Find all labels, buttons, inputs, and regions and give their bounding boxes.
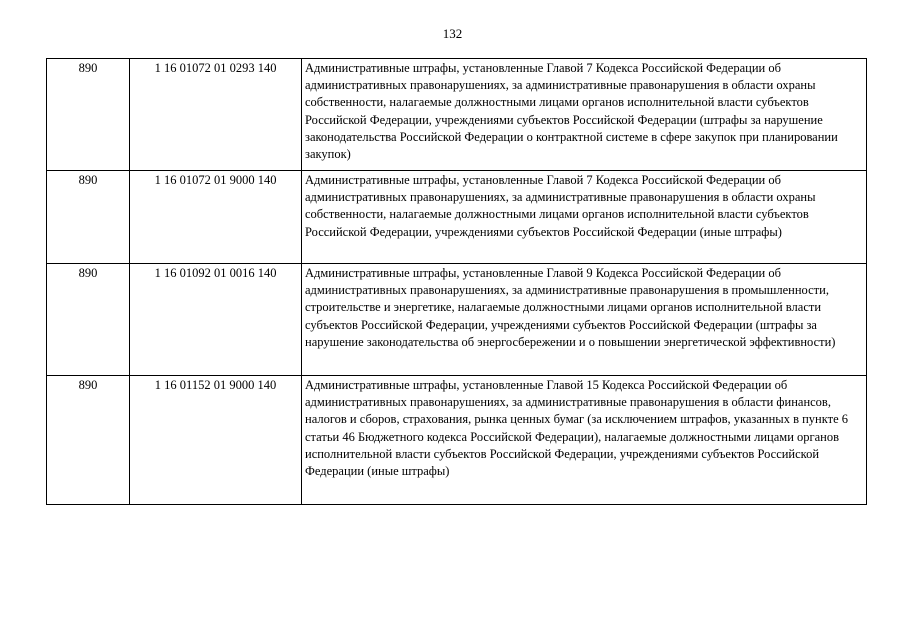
page-number: 132 [442, 26, 463, 41]
table-row [47, 59, 867, 171]
kbk-code-cell: 1 16 01152 01 9000 140 [130, 376, 302, 505]
description-cell: Административные штрафы, установленные Главой 7 Кодекса Российской Федерации об административных правонарушениях, за административные правонарушения в области охраны собственности, налагаемые должностными лицами органов исполнительной власти субъектов Российской Федерации, учреждениями субъектов Российской Федерации (штрафы за нарушение законодательства Российской Федерации о контрактной системе в сфере закупок при планировании закупок) [302, 59, 867, 171]
description-cell: Административные штрафы, установленные Главой 15 Кодекса Российской Федерации об административных правонарушениях, за административные правонарушения в области финансов, налогов и сборов, страхования, рынка ценных бумаг (за исключением штрафов, указанных в пункте 6 статьи 46 Бюджетного кодекса Российской Федерации), налагаемые должностными лицами органов исполнительной власти субъектов Российской Федерации, учреждениями субъектов Российской Федерации (иные штрафы) [302, 376, 867, 505]
kbk-code-cell: 1 16 01072 01 9000 140 [130, 171, 302, 264]
table-row [47, 264, 867, 376]
admin-code-cell: 890 [47, 376, 130, 505]
admin-code-cell: 890 [47, 264, 130, 376]
table-row [47, 171, 867, 264]
kbk-code-cell: 1 16 01072 01 0293 140 [130, 59, 302, 171]
description-cell: Административные штрафы, установленные Главой 7 Кодекса Российской Федерации об административных правонарушениях, за административные правонарушения в области охраны собственности, налагаемые должностными лицами органов исполнительной власти субъектов Российской Федерации, учреждениями субъектов Российской Федерации (иные штрафы) [302, 171, 867, 264]
description-cell: Административные штрафы, установленные Главой 9 Кодекса Российской Федерации об административных правонарушениях, за административные правонарушения в промышленности, строительстве и энергетике, налагаемые должностными лицами органов исполнительной власти субъектов Российской Федерации, учреждениями субъектов Российской Федерации (штрафы за нарушение законодательства об энергосбережении и о повышении энергетической эффективности) [302, 264, 867, 376]
admin-code-cell: 890 [47, 171, 130, 264]
admin-code-cell: 890 [47, 59, 130, 171]
table-row [47, 376, 867, 505]
budget-code-table [46, 58, 867, 505]
kbk-code-cell: 1 16 01092 01 0016 140 [130, 264, 302, 376]
